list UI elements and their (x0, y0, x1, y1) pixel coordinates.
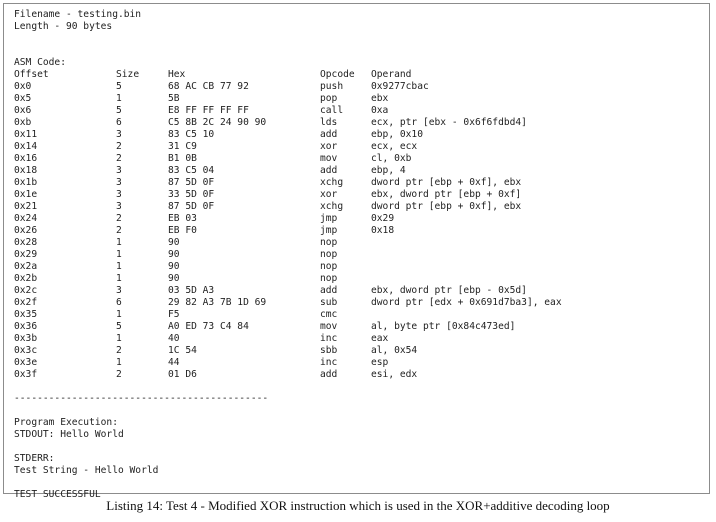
asm-row (14, 117, 704, 129)
asm-cell-operand: al, 0x54 (371, 345, 418, 356)
asm-cell-size: 1 (116, 309, 122, 320)
asm-cell-hex: EB F0 (168, 225, 197, 236)
asm-cell-size: 3 (116, 177, 122, 188)
asm-row (14, 357, 704, 369)
asm-cell-hex: B1 0B (168, 153, 197, 164)
asm-cell-operand: 0xa (371, 105, 389, 116)
asm-cell-operand: ebx, dword ptr [ebp + 0xf] (371, 189, 522, 200)
asm-cell-offset: 0x3c (14, 345, 38, 356)
asm-cell-opcode: mov (320, 153, 338, 164)
asm-cell-size: 1 (116, 249, 122, 260)
asm-cell-hex: 90 (168, 273, 180, 284)
asm-cell-opcode: add (320, 369, 338, 380)
asm-cell-size: 3 (116, 201, 122, 212)
asm-cell-offset: 0x1e (14, 189, 38, 200)
asm-cell-operand: 0x18 (371, 225, 395, 236)
asm-cell-opcode: jmp (320, 225, 338, 236)
asm-cell-offset: 0x2a (14, 261, 38, 272)
asm-cell-hex: 87 5D 0F (168, 177, 215, 188)
asm-cell-offset: 0x28 (14, 237, 38, 248)
asm-row (14, 237, 704, 249)
asm-cell-offset: 0x11 (14, 129, 38, 140)
asm-cell-size: 2 (116, 225, 122, 236)
asm-row (14, 213, 704, 225)
asm-cell-operand: dword ptr [ebp + 0xf], ebx (371, 177, 522, 188)
asm-cell-size: 1 (116, 261, 122, 272)
asm-cell-operand: eax (371, 333, 389, 344)
asm-row (14, 297, 704, 309)
asm-cell-opcode: pop (320, 93, 338, 104)
asm-cell-opcode: inc (320, 357, 338, 368)
asm-cell-size: 2 (116, 153, 122, 164)
asm-cell-operand: ecx, ecx (371, 141, 418, 152)
asm-cell-hex: 29 82 A3 7B 1D 69 (168, 297, 267, 308)
asm-cell-operand: al, byte ptr [0x84c473ed] (371, 321, 516, 332)
asm-row (14, 345, 704, 357)
stderr-title: STDERR: (14, 453, 55, 464)
asm-cell-opcode: cmc (320, 309, 338, 320)
asm-cell-size: 3 (116, 285, 122, 296)
asm-cell-size: 6 (116, 297, 122, 308)
asm-cell-opcode: xchg (320, 201, 344, 212)
asm-cell-offset: 0x3e (14, 357, 38, 368)
asm-row (14, 261, 704, 273)
asm-cell-offset: 0x3f (14, 369, 38, 380)
asm-cell-offset: 0x2c (14, 285, 38, 296)
asm-cell-offset: 0x14 (14, 141, 38, 152)
asm-rows (14, 81, 704, 381)
asm-cell-opcode: lds (320, 117, 338, 128)
asm-cell-operand: dword ptr [ebp + 0xf], ebx (371, 201, 522, 212)
asm-row (14, 165, 704, 177)
asm-header-row (14, 69, 704, 81)
asm-cell-hex: 33 5D 0F (168, 189, 215, 200)
asm-cell-hex: C5 8B 2C 24 90 90 (168, 117, 267, 128)
asm-cell-operand: 0x29 (371, 213, 395, 224)
asm-row (14, 369, 704, 381)
asm-row (14, 309, 704, 321)
asm-cell-operand: cl, 0xb (371, 153, 412, 164)
asm-cell-hex: 83 C5 04 (168, 165, 215, 176)
column-header-operand: Operand (371, 69, 412, 80)
asm-cell-size: 3 (116, 129, 122, 140)
asm-cell-operand: ebp, 0x10 (371, 129, 423, 140)
asm-row (14, 321, 704, 333)
column-header-size: Size (116, 69, 140, 80)
asm-row (14, 141, 704, 153)
asm-title: ASM Code: (14, 57, 66, 68)
asm-cell-offset: 0x6 (14, 105, 32, 116)
asm-cell-opcode: call (320, 105, 344, 116)
asm-cell-operand: esi, edx (371, 369, 418, 380)
asm-cell-size: 6 (116, 117, 122, 128)
asm-cell-opcode: add (320, 165, 338, 176)
asm-cell-hex: 1C 54 (168, 345, 197, 356)
execution-title: Program Execution: (14, 417, 118, 428)
asm-row (14, 249, 704, 261)
asm-cell-offset: 0xb (14, 117, 32, 128)
asm-row (14, 93, 704, 105)
test-result: TEST SUCCESSFUL (14, 489, 101, 500)
asm-row (14, 201, 704, 213)
asm-cell-hex: 68 AC CB 77 92 (168, 81, 249, 92)
asm-cell-hex: 31 C9 (168, 141, 197, 152)
asm-row (14, 225, 704, 237)
asm-cell-hex: 83 C5 10 (168, 129, 215, 140)
stderr-line: Test String - Hello World (14, 465, 159, 476)
asm-cell-hex: F5 (168, 309, 180, 320)
asm-cell-size: 1 (116, 237, 122, 248)
asm-cell-size: 5 (116, 105, 122, 116)
asm-row (14, 105, 704, 117)
stdout-line: STDOUT: Hello World (14, 429, 124, 440)
asm-cell-offset: 0x29 (14, 249, 38, 260)
asm-cell-offset: 0x36 (14, 321, 38, 332)
asm-cell-hex: 40 (168, 333, 180, 344)
asm-cell-opcode: jmp (320, 213, 338, 224)
asm-cell-size: 3 (116, 165, 122, 176)
asm-cell-opcode: push (320, 81, 344, 92)
asm-cell-offset: 0x2b (14, 273, 38, 284)
asm-cell-opcode: nop (320, 249, 338, 260)
asm-cell-offset: 0x35 (14, 309, 38, 320)
asm-cell-opcode: add (320, 285, 338, 296)
asm-cell-offset: 0x16 (14, 153, 38, 164)
asm-cell-hex: 03 5D A3 (168, 285, 215, 296)
asm-row (14, 285, 704, 297)
asm-row (14, 153, 704, 165)
asm-row (14, 273, 704, 285)
asm-cell-size: 2 (116, 213, 122, 224)
column-header-offset: Offset (14, 69, 49, 80)
asm-row (14, 189, 704, 201)
asm-cell-offset: 0x3b (14, 333, 38, 344)
asm-cell-hex: 01 D6 (168, 369, 197, 380)
asm-row (14, 177, 704, 189)
asm-cell-opcode: nop (320, 261, 338, 272)
asm-cell-hex: 5B (168, 93, 180, 104)
asm-cell-hex: 90 (168, 261, 180, 272)
asm-cell-opcode: xchg (320, 177, 344, 188)
asm-cell-opcode: sub (320, 297, 338, 308)
asm-cell-opcode: nop (320, 237, 338, 248)
asm-cell-opcode: inc (320, 333, 338, 344)
asm-cell-offset: 0x1b (14, 177, 38, 188)
asm-cell-hex: 44 (168, 357, 180, 368)
asm-cell-opcode: xor (320, 189, 338, 200)
listing-caption: Listing 14: Test 4 - Modified XOR instruction which is used in the XOR+additive decoding loop (106, 498, 610, 513)
asm-cell-offset: 0x2f (14, 297, 38, 308)
asm-cell-offset: 0x21 (14, 201, 38, 212)
asm-cell-size: 2 (116, 141, 122, 152)
asm-cell-opcode: add (320, 129, 338, 140)
asm-cell-hex: EB 03 (168, 213, 197, 224)
asm-cell-size: 3 (116, 189, 122, 200)
asm-cell-opcode: xor (320, 141, 338, 152)
asm-cell-hex: 90 (168, 249, 180, 260)
asm-cell-opcode: nop (320, 273, 338, 284)
asm-cell-hex: 90 (168, 237, 180, 248)
code-listing (14, 9, 704, 501)
asm-cell-operand: ebx, dword ptr [ebp - 0x5d] (371, 285, 527, 296)
asm-cell-hex: E8 FF FF FF FF (168, 105, 249, 116)
asm-cell-operand: ebx (371, 93, 389, 104)
column-header-opcode: Opcode (320, 69, 355, 80)
asm-cell-opcode: sbb (320, 345, 338, 356)
asm-row (14, 333, 704, 345)
column-header-hex: Hex (168, 69, 186, 80)
asm-row (14, 81, 704, 93)
asm-row (14, 129, 704, 141)
asm-cell-size: 1 (116, 273, 122, 284)
asm-cell-hex: 87 5D 0F (168, 201, 215, 212)
asm-cell-offset: 0x5 (14, 93, 32, 104)
asm-cell-operand: ecx, ptr [ebx - 0x6f6fdbd4] (371, 117, 527, 128)
asm-cell-size: 1 (116, 333, 122, 344)
asm-cell-hex: A0 ED 73 C4 84 (168, 321, 249, 332)
length-line: Length - 90 bytes (14, 21, 113, 32)
asm-cell-offset: 0x24 (14, 213, 38, 224)
asm-cell-size: 1 (116, 93, 122, 104)
asm-cell-size: 1 (116, 357, 122, 368)
asm-cell-operand: ebp, 4 (371, 165, 406, 176)
asm-cell-operand: 0x9277cbac (371, 81, 429, 92)
asm-cell-size: 5 (116, 321, 122, 332)
separator-line: -------------------------------------------- (14, 393, 269, 404)
filename-line: Filename - testing.bin (14, 9, 142, 20)
asm-cell-size: 2 (116, 369, 122, 380)
asm-cell-offset: 0x18 (14, 165, 38, 176)
asm-cell-operand: esp (371, 357, 389, 368)
asm-cell-opcode: mov (320, 321, 338, 332)
asm-cell-offset: 0x0 (14, 81, 32, 92)
asm-cell-operand: dword ptr [edx + 0x691d7ba3], eax (371, 297, 562, 308)
asm-cell-size: 2 (116, 345, 122, 356)
asm-cell-offset: 0x26 (14, 225, 38, 236)
asm-cell-size: 5 (116, 81, 122, 92)
